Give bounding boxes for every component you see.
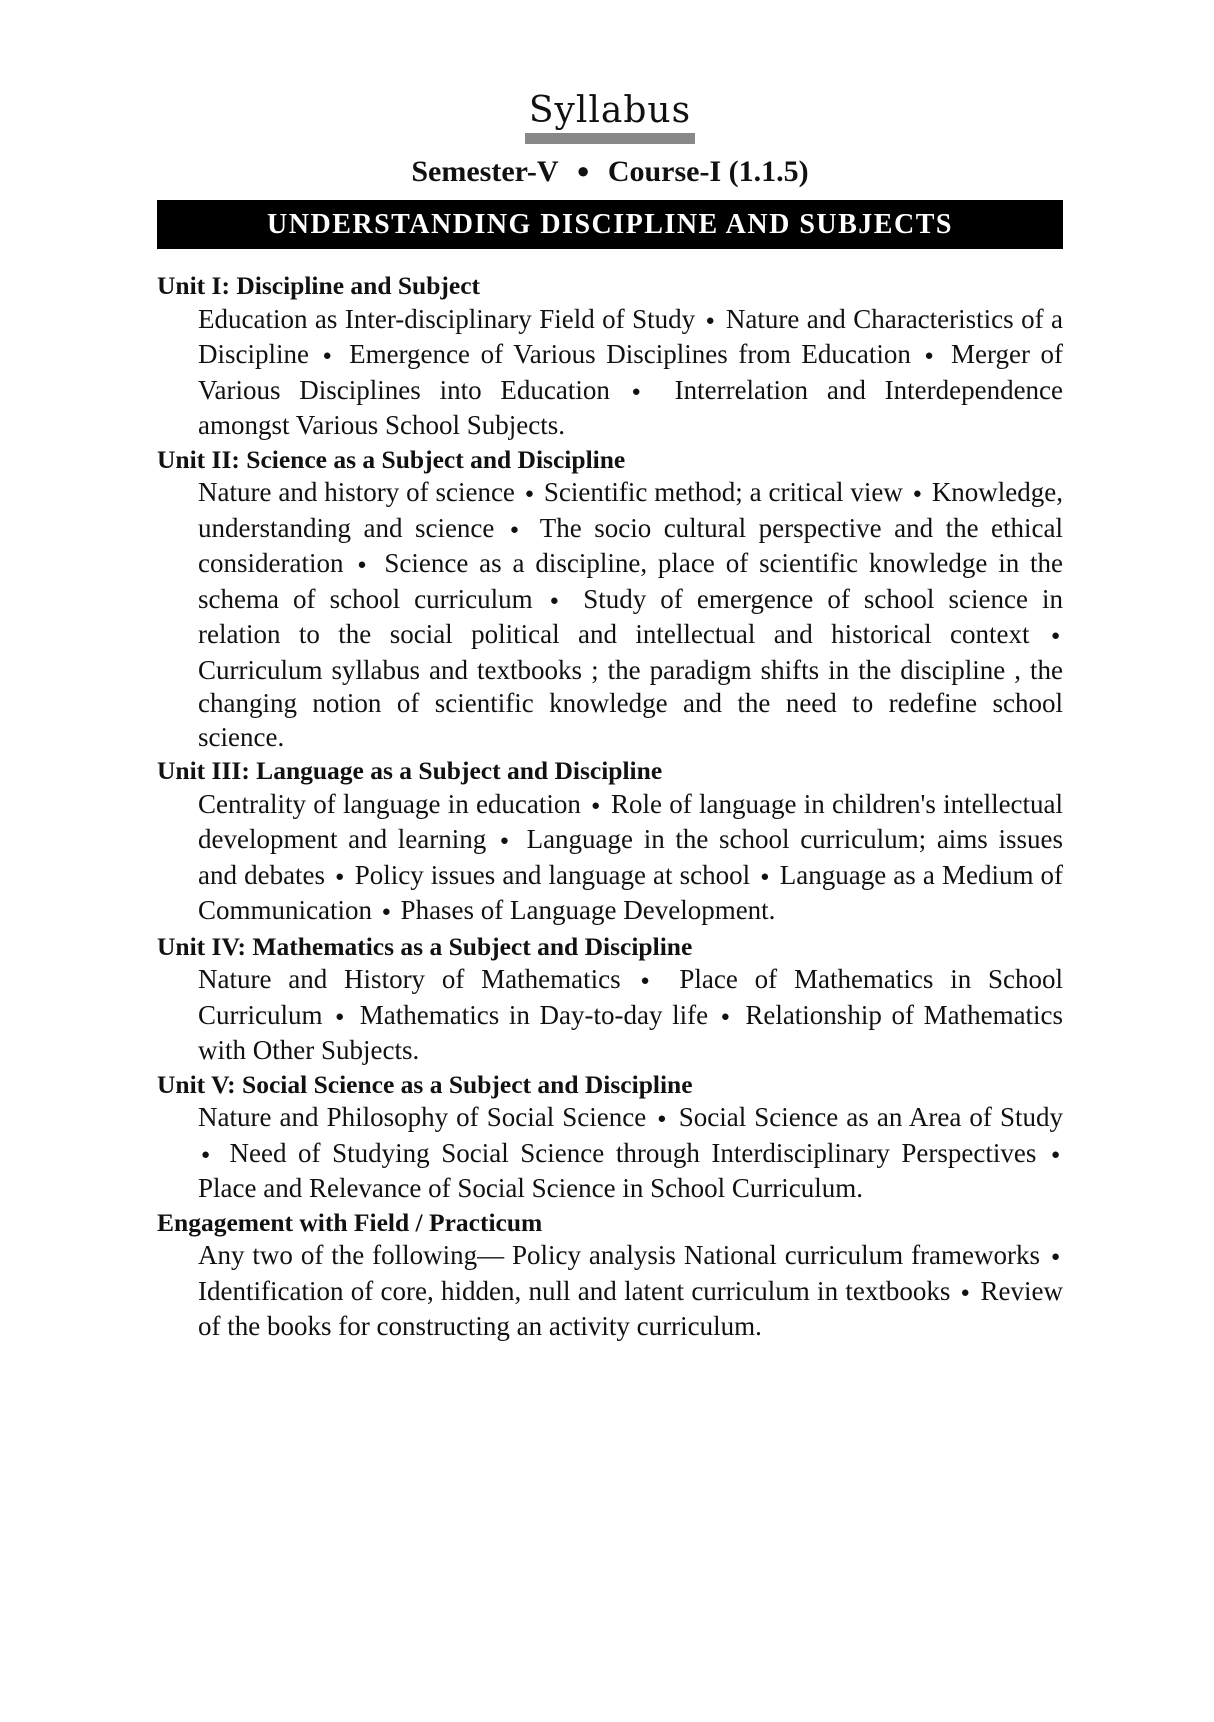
bullet-icon: ● [335,868,345,885]
bullet-icon: ● [201,1146,215,1163]
unit-section [157,443,1063,755]
bullet-icon: ● [657,1111,668,1128]
bullet-icon: ● [1050,1146,1061,1163]
bullet-icon: ● [924,348,938,365]
course-subtitle [157,154,1063,190]
bullet-icon: ● [322,348,336,365]
unit-topics [157,788,1063,930]
topic-item: Mathematics in Day-to-day life [359,999,709,1030]
topic-item: Identification of core, hidden, null and latent curriculum in textbooks [198,1275,951,1306]
topic-item: Phases of Language Development. [400,895,776,926]
unit-title: Unit III: Language as a Subject and Discipline [157,756,663,786]
unit-section [157,1068,1063,1206]
unit-title: Unit I: Discipline and Subject [157,271,481,301]
unit-title: Engagement with Field / Practicum [157,1207,543,1237]
course-label: Course-I (1.1.5) [607,155,809,189]
bullet-icon: ● [357,557,371,574]
course-title-banner: UNDERSTANDING DISCIPLINE AND SUBJECTS [157,200,1063,249]
topic-item: Place of Mathematics in School Curriculum [198,964,1064,1030]
topic-item: Merger of Various Disciplines into Education [198,339,1064,405]
bullet-icon: ● [499,833,513,850]
bullet-icon: ● [509,521,525,538]
bullet-icon: ● [912,486,922,503]
topic-item: Language in the school curriculum; aims issues and debates [198,824,1063,890]
topic-item: Emergence of Various Disciplines from Education [349,339,911,370]
unit-section [157,930,1063,1068]
semester-label: Semester-V [411,155,559,189]
topic-item: Curriculum syllabus and textbooks ; the paradigm shifts in the discipline , the changing notion of scientific knowledge and the need to redefine school science. [198,654,1063,752]
topic-item: Role of language in children's intellectual development and learning [198,788,1064,855]
bullet-icon: ● [591,797,601,814]
unit-section [157,1206,1063,1344]
bullet-icon: ● [631,383,653,400]
unit-topics [157,1101,1063,1206]
bullet-icon: ● [960,1284,971,1301]
unit-title: Unit II: Science as a Subject and Discipline [157,444,626,474]
bullet-icon: ● [760,868,770,885]
topic-item: Policy issues and language at school [354,859,751,890]
bullet-icon: ● [335,1008,348,1025]
unit-section [157,269,1063,443]
syllabus-page [157,90,1063,1344]
topic-item: Study of emergence of school science in relation to the social political and intellectual and historical context [198,583,1064,650]
unit-topics [157,476,1063,754]
topic-item: Nature and Characteristics of a Discipline [198,303,1064,370]
bullet-icon: ● [705,312,716,329]
bullet-icon: ● [549,592,567,609]
unit-title: Unit V: Social Science as a Subject and Discipline [157,1069,693,1099]
page-title: Syllabus [525,90,695,144]
unit-section [157,754,1063,930]
topic-item: Any two of the following— Policy analysis National curriculum frameworks [198,1240,1041,1271]
topic-item: The socio cultural perspective and the ethical consideration [198,512,1064,579]
topic-item: Relationship of Mathematics with Other Subjects. [198,999,1064,1066]
bullet-icon: ● [720,1008,733,1025]
unit-topics [157,963,1063,1068]
topic-item: Interrelation and Interdependence amongst Various School Subjects. [198,374,1064,441]
topic-item: Knowledge, understanding and science [198,477,1064,543]
topic-item: Need of Studying Social Science through Interdisciplinary Perspectives [229,1137,1037,1168]
topic-item: Centrality of language in education [198,788,581,819]
topic-item: Science as a discipline, place of scientific knowledge in the schema of school curriculum [198,548,1064,614]
topic-item: Scientific method; a critical view [543,477,903,508]
bullet-icon: ● [1050,628,1060,645]
bullet-icon: ● [381,904,391,921]
bullet-icon: ● [524,486,535,503]
unit-topics [157,1239,1063,1344]
bullet-icon: ● [640,973,660,990]
topic-item: Review of the books for constructing an activity curriculum. [198,1275,1064,1342]
unit-title: Unit IV: Mathematics as a Subject and Discipline [157,931,693,961]
topic-item: Nature and history of science [198,477,515,508]
subtitle-bullet-icon: ● [576,158,590,184]
topic-item: Place and Relevance of Social Science in School Curriculum. [198,1173,864,1204]
title-block [157,90,1063,144]
topic-item: Nature and History of Mathematics [198,964,621,995]
topic-item: Social Science as an Area of Study [678,1102,1063,1133]
topic-item: Education as Inter-disciplinary Field of Study [198,303,696,334]
topic-item: Language as a Medium of Communication [198,859,1064,926]
units-list [157,269,1063,1344]
unit-topics [157,303,1063,443]
bullet-icon: ● [1050,1249,1061,1266]
topic-item: Nature and Philosophy of Social Science [198,1102,647,1133]
